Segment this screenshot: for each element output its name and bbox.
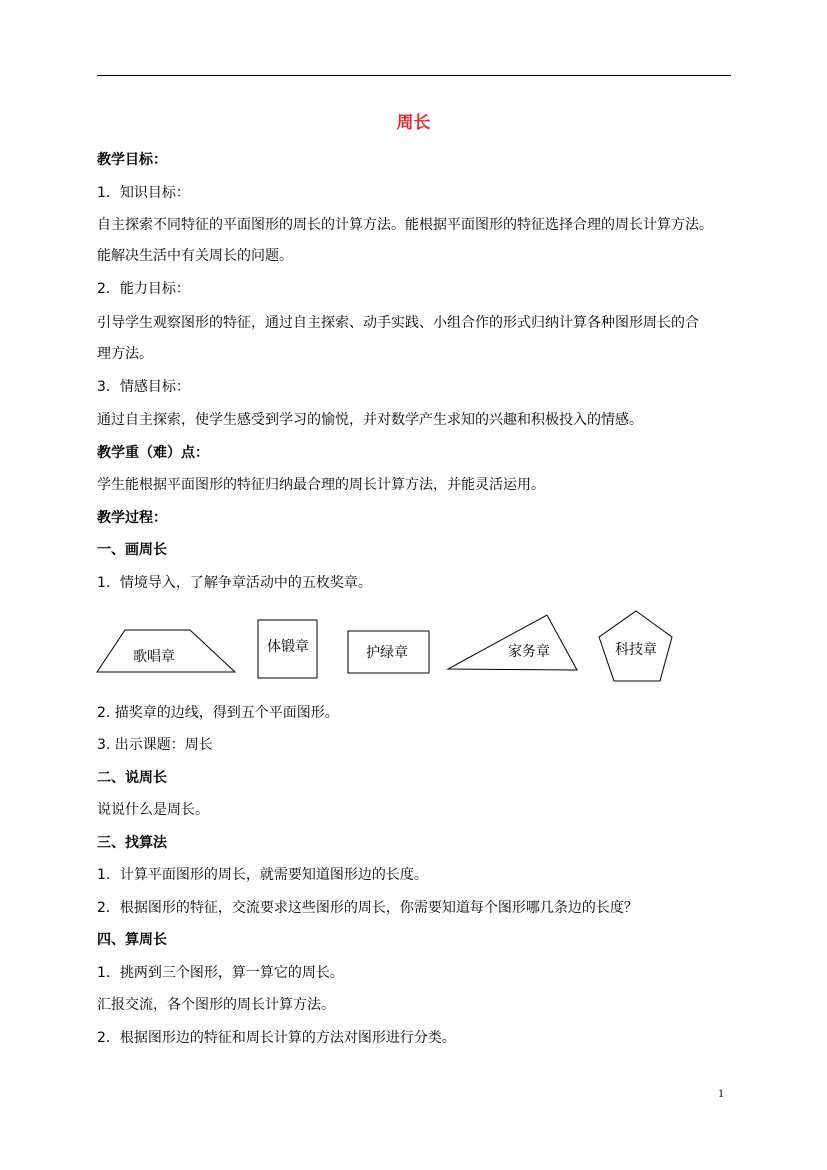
badge-label-housework: 家务章	[508, 644, 550, 660]
page-title: 周长	[396, 113, 431, 133]
badge-shapes-drawing	[0, 600, 827, 690]
goal3-text: 通过自主探索，使学生感受到学习的愉悦，并对数学产生求知的兴趣和积极投入的情感。	[97, 412, 643, 428]
section4-text: 汇报交流，各个图形的周长计算方法。	[97, 997, 335, 1013]
badge-label-fitness: 体锻章	[267, 639, 309, 655]
badge-label-tech: 科技章	[615, 642, 657, 658]
section1-item1: 1．情境导入，了解争章活动中的五枚奖章。	[97, 575, 372, 591]
process-heading: 教学过程：	[97, 510, 167, 526]
goal2-text-b: 理方法。	[97, 346, 153, 362]
section4-item2: 2．根据图形边的特征和周长计算的方法对图形进行分类。	[97, 1030, 456, 1046]
header-rule	[97, 75, 731, 76]
goal2-text-a: 引导学生观察图形的特征，通过自主探索、动手实践、小组合作的形式归纳计算各种图形周长的合	[97, 315, 699, 331]
page-number: 1	[718, 1086, 724, 1100]
key-text: 学生能根据平面图形的特征归纳最合理的周长计算方法，并能灵活运用。	[97, 477, 545, 493]
goal1-label: 1．知识目标：	[97, 185, 190, 201]
section3-item1: 1．计算平面图形的周长，就需要知道图形边的长度。	[97, 867, 428, 883]
section3-heading: 三、找算法	[97, 835, 167, 851]
section4-item1: 1．挑两到三个图形，算一算它的周长。	[97, 965, 344, 981]
goal3-label: 3．情感目标：	[97, 379, 190, 395]
section1-item2: 2. 描奖章的边线，得到五个平面图形。	[97, 705, 339, 721]
goal1-text-a: 自主探索不同特征的平面图形的周长的计算方法。能根据平面图形的特征选择合理的周长计算方法。	[97, 217, 713, 233]
badge-shapes	[0, 600, 827, 690]
key-heading: 教学重（难）点：	[97, 445, 209, 461]
section3-item2: 2．根据图形的特征，交流要求这些图形的周长，你需要知道每个图形哪几条边的长度？	[97, 900, 638, 916]
badge-label-singing: 歌唱章	[133, 649, 175, 665]
goal1-text-b: 能解决生活中有关周长的问题。	[97, 248, 293, 264]
section2-text: 说说什么是周长。	[97, 802, 209, 818]
badge-label-green: 护绿章	[366, 645, 408, 661]
goals-heading: 教学目标：	[97, 152, 167, 168]
section1-heading: 一、画周长	[97, 542, 167, 558]
section2-heading: 二、说周长	[97, 770, 167, 786]
goal2-label: 2．能力目标：	[97, 281, 190, 297]
section1-item3: 3. 出示课题：周长	[97, 737, 213, 753]
section4-heading: 四、算周长	[97, 932, 167, 948]
